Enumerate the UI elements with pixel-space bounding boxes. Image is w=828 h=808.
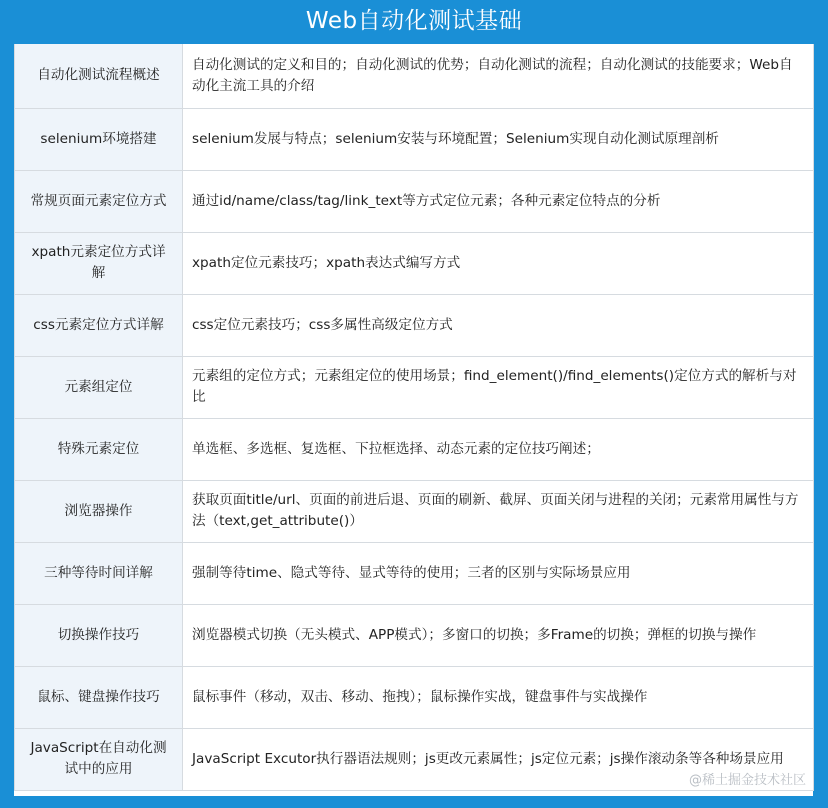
table-row [15,108,814,170]
row-topic: 鼠标、键盘操作技巧 [15,666,183,728]
table-row [15,232,814,294]
row-topic: JavaScript在自动化测试中的应用 [15,728,183,790]
row-topic: xpath元素定位方式详解 [15,232,183,294]
row-topic: 元素组定位 [15,356,183,418]
row-description: 浏览器模式切换（无头模式、APP模式）；多窗口的切换；多Frame的切换；弹框的切换与操作 [183,604,814,666]
row-description: 元素组的定位方式；元素组定位的使用场景；find_element()/find_elements()定位方式的解析与对比 [183,356,814,418]
table-row [15,480,814,542]
row-topic: 特殊元素定位 [15,418,183,480]
syllabus-table [14,44,814,791]
row-description: 自动化测试的定义和目的；自动化测试的优势；自动化测试的流程；自动化测试的技能要求；Web自动化主流工具的介绍 [183,44,814,108]
table-row [15,418,814,480]
row-topic: 浏览器操作 [15,480,183,542]
table-row [15,294,814,356]
table-row [15,170,814,232]
table-row [15,604,814,666]
page-title: Web自动化测试基础 [305,8,523,34]
row-description: 单选框、多选框、复选框、下拉框选择、动态元素的定位技巧阐述； [183,418,814,480]
watermark: @稀土掘金技术社区 [688,773,806,788]
row-topic: 切换操作技巧 [15,604,183,666]
row-topic: css元素定位方式详解 [15,294,183,356]
table-row [15,356,814,418]
row-description: 鼠标事件（移动，双击、移动、拖拽）；鼠标操作实战，键盘事件与实战操作 [183,666,814,728]
row-topic: 三种等待时间详解 [15,542,183,604]
row-description: css定位元素技巧；css多属性高级定位方式 [183,294,814,356]
table-row [15,44,814,108]
course-table [14,44,813,796]
row-description: xpath定位元素技巧；xpath表达式编写方式 [183,232,814,294]
row-description: selenium发展与特点；selenium安装与环境配置；Selenium实现自动化测试原理剖析 [183,108,814,170]
row-topic: 自动化测试流程概述 [15,44,183,108]
table-row [15,542,814,604]
row-topic: 常规页面元素定位方式 [15,170,183,232]
row-description: JavaScript Excutor执行器语法规则；js更改元素属性；js定位元素；js操作滚动条等各种场景应用 [183,728,814,790]
table-row [15,666,814,728]
row-description: 强制等待time、隐式等待、显式等待的使用；三者的区别与实际场景应用 [183,542,814,604]
row-topic: selenium环境搭建 [15,108,183,170]
row-description: 通过id/name/class/tag/link_text等方式定位元素；各种元素定位特点的分析 [183,170,814,232]
row-description: 获取页面title/url、页面的前进后退、页面的刷新、截屏、页面关闭与进程的关闭；元素常用属性与方法（text,get_attribute()） [183,480,814,542]
